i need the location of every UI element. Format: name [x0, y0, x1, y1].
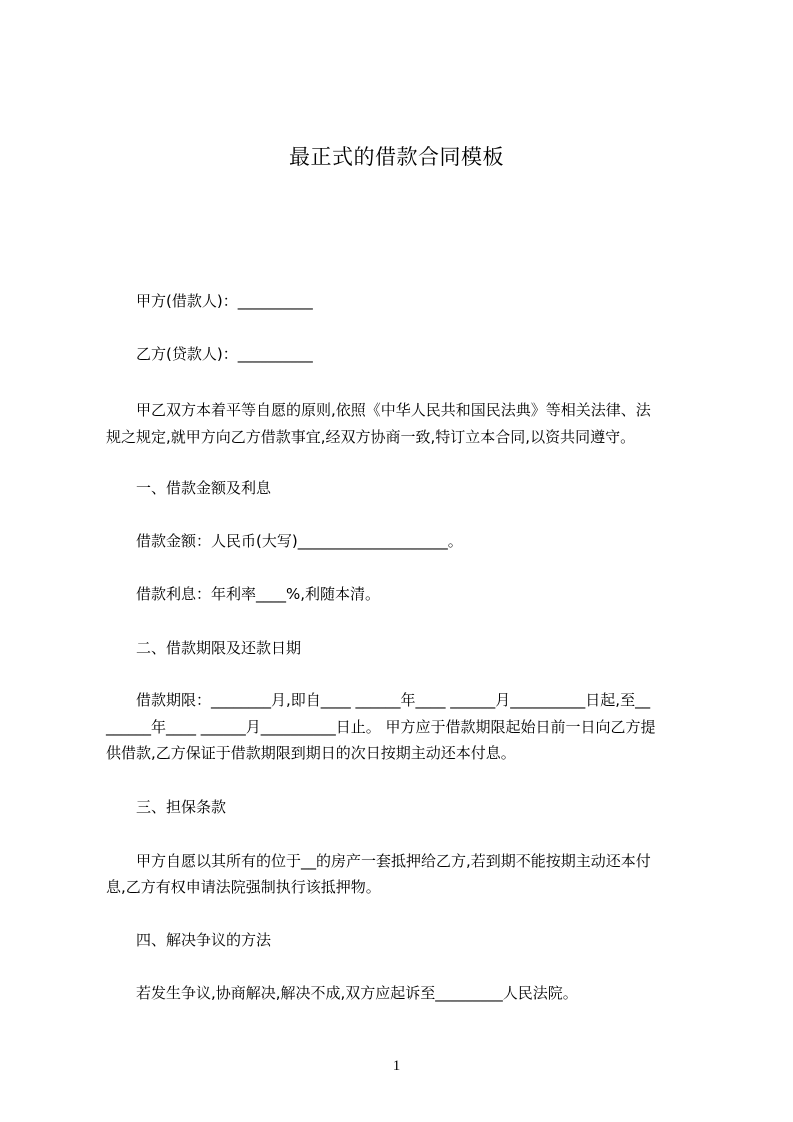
section-4-heading: 四、解决争议的方法	[136, 931, 272, 949]
party-a-line: 甲方(借款人)：__________	[136, 292, 313, 310]
document-title: 最正式的借款合同模板	[289, 145, 504, 169]
guarantee-line-2: 息,乙方有权申请法院强制执行该抵押物。	[106, 878, 381, 896]
dispute-resolution-line: 若发生争议,协商解决,解决不成,双方应起诉至_________人民法院。	[136, 984, 578, 1002]
guarantee-line-1: 甲方自愿以其所有的位于__的房产一套抵押给乙方,若到期不能按期主动还本付	[136, 852, 651, 870]
section-1-heading: 一、借款金额及利息	[136, 479, 272, 497]
loan-term-line-1: 借款期限：________月,即自____ ______年____ ______月__________日起,至__	[136, 691, 651, 709]
section-3-heading: 三、担保条款	[136, 798, 227, 816]
loan-amount-line: 借款金额：人民币(大写)____________________。	[136, 532, 463, 550]
party-b-line: 乙方(贷款人)：__________	[136, 345, 313, 363]
intro-paragraph-line-2: 规之规定,就甲方向乙方借款事宜,经双方协商一致,特订立本合同,以资共同遵守。	[106, 428, 636, 446]
loan-interest-line: 借款利息：年利率____%,利随本清。	[136, 585, 381, 603]
section-2-heading: 二、借款期限及还款日期	[136, 639, 302, 657]
loan-term-line-3: 供借款,乙方保证于借款期限到期日的次日按期主动还本付息。	[106, 744, 516, 762]
page-number: 1	[392, 1058, 401, 1074]
loan-term-line-2: ______年____ ______月__________日止。 甲方应于借款期限起始日前一日向乙方提	[106, 718, 656, 736]
intro-paragraph-line-1: 甲乙双方本着平等自愿的原则,依照《中华人民共和国民法典》等相关法律、法	[136, 401, 651, 419]
